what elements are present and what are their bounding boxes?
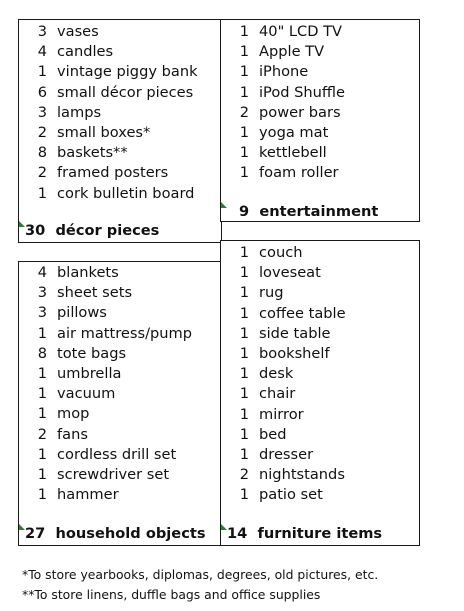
item-quantity: 8 xyxy=(37,144,47,162)
item-quantity: 1 xyxy=(239,324,249,342)
list-item xyxy=(19,184,221,204)
item-name: blankets xyxy=(57,264,119,281)
item-quantity: 3 xyxy=(37,284,47,302)
decor-total xyxy=(25,221,159,241)
item-name: bed xyxy=(259,425,287,443)
item-quantity: 2 xyxy=(37,124,47,141)
household-box xyxy=(18,261,222,546)
item-quantity: 4 xyxy=(37,43,47,61)
list-item xyxy=(19,143,221,163)
item-name: tote bags xyxy=(57,344,127,362)
item-quantity: 1 xyxy=(37,324,47,342)
entertainment-corner-mark xyxy=(221,202,227,208)
item-name: yoga mat xyxy=(259,124,329,141)
item-name: vacuum xyxy=(57,385,116,403)
list-item xyxy=(19,22,221,42)
list-item xyxy=(221,344,419,364)
item-quantity: 2 xyxy=(239,466,249,484)
furniture-total-label: furniture items xyxy=(257,525,383,542)
household-total-label: household objects xyxy=(55,525,206,542)
list-item xyxy=(19,485,221,505)
item-quantity: 1 xyxy=(37,63,47,81)
item-name: mirror xyxy=(259,405,304,423)
item-name: cordless drill set xyxy=(57,445,177,463)
list-item xyxy=(19,123,221,143)
furniture-box xyxy=(220,240,420,546)
list-item xyxy=(221,243,419,263)
footnote-1: *To store yearbooks, diplomas, degrees, old pictures, etc. xyxy=(22,567,379,582)
item-name: coffee table xyxy=(259,304,346,322)
item-name: iPod Shuffle xyxy=(259,83,346,101)
item-quantity: 1 xyxy=(239,43,249,61)
item-quantity: 1 xyxy=(239,264,249,282)
item-quantity: 1 xyxy=(239,304,249,322)
decor-total-label: décor pieces xyxy=(55,222,160,239)
list-item xyxy=(221,263,419,283)
item-name: vases xyxy=(57,23,99,40)
item-quantity: 1 xyxy=(37,445,47,463)
item-name: lamps xyxy=(57,103,102,121)
list-item xyxy=(19,324,221,344)
list-item xyxy=(221,83,419,103)
footnote-2: **To store linens, duffle bags and office supplies xyxy=(22,587,321,602)
list-item xyxy=(19,404,221,424)
item-quantity: 1 xyxy=(37,405,47,423)
list-item xyxy=(221,42,419,62)
item-quantity: 2 xyxy=(37,164,47,182)
list-item xyxy=(19,425,221,445)
item-name: candles xyxy=(57,43,114,61)
item-quantity: 1 xyxy=(239,83,249,101)
item-name: couch xyxy=(259,244,303,261)
item-name: chair xyxy=(259,385,296,403)
list-item xyxy=(19,62,221,82)
list-item xyxy=(221,445,419,465)
item-quantity: 1 xyxy=(239,425,249,443)
household-total-count: 27 xyxy=(25,525,46,542)
item-name: air mattress/pump xyxy=(57,324,193,342)
item-name: hammer xyxy=(57,486,119,504)
item-name: side table xyxy=(259,324,331,342)
item-quantity: 2 xyxy=(239,103,249,121)
list-item xyxy=(221,485,419,505)
item-quantity: 1 xyxy=(239,164,249,182)
item-quantity: 4 xyxy=(37,264,47,281)
item-quantity: 1 xyxy=(239,486,249,504)
decor-box xyxy=(18,19,222,243)
item-name: nightstands xyxy=(259,466,345,484)
item-quantity: 1 xyxy=(239,345,249,362)
list-item xyxy=(19,303,221,323)
item-quantity: 3 xyxy=(37,304,47,322)
list-item xyxy=(221,405,419,425)
list-item xyxy=(221,163,419,183)
list-item xyxy=(221,425,419,445)
entertainment-total-count: 9 xyxy=(239,203,250,220)
item-name: kettlebell xyxy=(259,144,327,162)
item-name: pillows xyxy=(57,304,107,322)
item-name: vintage piggy bank xyxy=(57,63,198,81)
furniture-total-count: 14 xyxy=(227,525,248,542)
item-quantity: 8 xyxy=(37,344,47,362)
item-name: desk xyxy=(259,365,294,383)
item-quantity: 1 xyxy=(239,385,249,403)
item-quantity: 3 xyxy=(37,103,47,121)
item-name: fans xyxy=(57,425,88,443)
item-quantity: 1 xyxy=(239,244,249,261)
item-quantity: 1 xyxy=(239,144,249,162)
list-item xyxy=(19,83,221,103)
item-name: loveseat xyxy=(259,264,321,282)
item-name: baskets** xyxy=(57,144,128,162)
item-name: sheet sets xyxy=(57,284,133,302)
item-name: rug xyxy=(259,284,284,302)
list-item xyxy=(19,283,221,303)
entertainment-box xyxy=(220,19,420,222)
list-item xyxy=(19,103,221,123)
list-item xyxy=(221,324,419,344)
decor-total-count: 30 xyxy=(25,222,46,239)
item-quantity: 6 xyxy=(37,83,47,101)
item-name: 40" LCD TV xyxy=(259,23,343,40)
list-item xyxy=(221,384,419,404)
list-item xyxy=(221,62,419,82)
list-item xyxy=(19,344,221,364)
entertainment-total-label: entertainment xyxy=(259,203,379,220)
item-name: small boxes* xyxy=(57,124,151,141)
item-quantity: 1 xyxy=(37,466,47,483)
item-name: cork bulletin board xyxy=(57,184,195,202)
item-name: foam roller xyxy=(259,164,339,182)
list-item xyxy=(19,384,221,404)
item-name: power bars xyxy=(259,103,341,121)
item-quantity: 1 xyxy=(37,365,47,382)
list-item xyxy=(19,465,221,485)
list-item xyxy=(19,263,221,283)
item-name: bookshelf xyxy=(259,345,330,362)
item-name: patio set xyxy=(259,486,323,504)
list-item xyxy=(221,22,419,42)
item-name: framed posters xyxy=(57,164,169,182)
item-quantity: 3 xyxy=(37,23,47,40)
list-item xyxy=(19,163,221,183)
item-name: screwdriver set xyxy=(57,466,170,483)
furniture-total xyxy=(227,524,382,544)
item-quantity: 1 xyxy=(239,63,249,81)
item-quantity: 1 xyxy=(239,365,249,383)
list-item xyxy=(221,364,419,384)
household-total xyxy=(25,524,206,544)
item-quantity: 1 xyxy=(239,446,249,463)
list-item xyxy=(221,103,419,123)
item-name: iPhone xyxy=(259,63,309,81)
entertainment-total xyxy=(239,202,378,222)
list-item xyxy=(19,42,221,62)
item-quantity: 1 xyxy=(239,405,249,423)
list-item xyxy=(221,304,419,324)
item-quantity: 1 xyxy=(239,124,249,141)
list-item xyxy=(221,465,419,485)
list-item xyxy=(221,283,419,303)
list-item xyxy=(19,445,221,465)
item-quantity: 2 xyxy=(37,425,47,443)
item-name: dresser xyxy=(259,446,314,463)
item-quantity: 1 xyxy=(37,486,47,504)
list-item xyxy=(221,143,419,163)
item-quantity: 1 xyxy=(37,385,47,403)
item-quantity: 1 xyxy=(37,184,47,202)
item-name: small décor pieces xyxy=(57,83,194,101)
item-quantity: 1 xyxy=(239,23,249,40)
list-item xyxy=(221,123,419,143)
item-quantity: 1 xyxy=(239,284,249,302)
list-item xyxy=(19,364,221,384)
item-name: umbrella xyxy=(57,365,122,382)
item-name: mop xyxy=(57,405,90,423)
item-name: Apple TV xyxy=(259,43,325,61)
